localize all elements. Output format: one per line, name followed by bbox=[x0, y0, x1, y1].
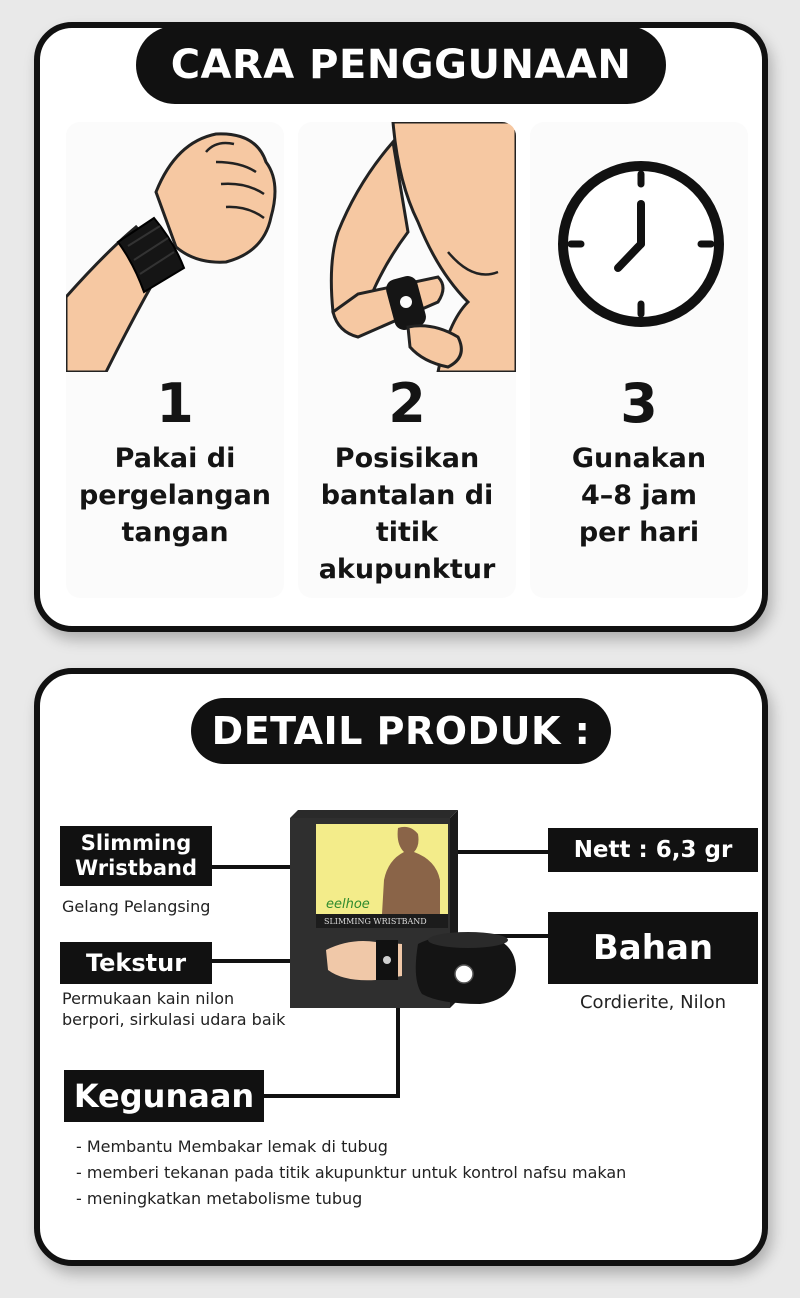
connector-line bbox=[396, 1004, 400, 1098]
clock-icon bbox=[530, 122, 748, 372]
step-number: 2 bbox=[388, 372, 426, 435]
slimming-wristband-desc: Gelang Pelangsing bbox=[62, 897, 211, 916]
bahan-label: Bahan bbox=[548, 912, 758, 984]
list-item: - meningkatkan metabolisme tubug bbox=[76, 1189, 363, 1208]
step-number: 1 bbox=[156, 372, 194, 435]
bahan-desc: Cordierite, Nilon bbox=[579, 992, 727, 1013]
step-description: Pakai di pergelangan tangan bbox=[78, 443, 272, 548]
connector-line bbox=[212, 959, 294, 963]
step-card-3 bbox=[530, 122, 748, 598]
brand-logo: eelhoe bbox=[326, 897, 370, 912]
box-product-name: SLIMMING WRISTBAND bbox=[324, 917, 427, 926]
step-card-1 bbox=[66, 122, 284, 598]
usage-panel bbox=[34, 22, 768, 632]
detail-panel bbox=[34, 668, 768, 1266]
list-item: - memberi tekanan pada titik akupunktur untuk kontrol nafsu makan bbox=[76, 1163, 627, 1182]
wrist-wristband-illustration bbox=[66, 122, 284, 372]
product-image bbox=[290, 810, 530, 1010]
detail-title: DETAIL PRODUK : bbox=[191, 698, 611, 764]
connector-line bbox=[264, 1094, 400, 1098]
step-description: Posisikan bantalan di titik akupunktur bbox=[318, 443, 496, 585]
slimming-wristband-label: Slimming Wristband bbox=[60, 826, 212, 886]
connector-line bbox=[212, 865, 294, 869]
nett-label: Nett : 6,3 gr bbox=[548, 828, 758, 872]
arm-position-illustration bbox=[298, 122, 516, 372]
tekstur-label: Tekstur bbox=[60, 942, 212, 984]
list-item: - Membantu Membakar lemak di tubug bbox=[76, 1137, 388, 1156]
kegunaan-list bbox=[76, 1134, 626, 1212]
step-description: Gunakan 4–8 jam per hari bbox=[571, 443, 707, 548]
kegunaan-label: Kegunaan bbox=[64, 1070, 264, 1122]
tekstur-desc: Permukaan kain nilon berpori, sirkulasi udara baik bbox=[62, 989, 286, 1029]
step-card-2 bbox=[298, 122, 516, 598]
usage-title: CARA PENGGUNAAN bbox=[136, 26, 666, 104]
step-number: 3 bbox=[620, 372, 658, 435]
